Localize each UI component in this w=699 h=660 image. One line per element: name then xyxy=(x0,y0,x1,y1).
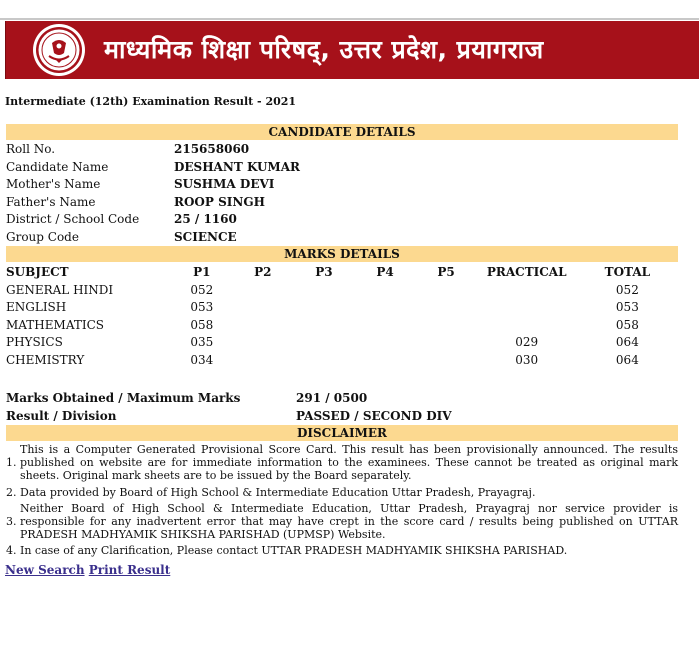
p1-cell: 034 xyxy=(190,352,214,367)
candidate-row xyxy=(6,159,300,177)
column-header: P3 xyxy=(315,265,333,279)
p3-cell xyxy=(293,282,354,300)
marks-table xyxy=(6,264,678,369)
p2-cell xyxy=(232,282,293,300)
disclaimer-heading: DISCLAIMER xyxy=(6,425,678,441)
header-banner xyxy=(5,21,699,79)
list-item xyxy=(6,443,678,483)
total-cell: 064 xyxy=(615,335,639,349)
table-row xyxy=(6,299,678,317)
total-cell: 064 xyxy=(615,352,639,367)
p4-cell xyxy=(354,317,415,335)
candidate-row xyxy=(6,229,300,247)
p2-cell xyxy=(232,299,293,317)
list-item xyxy=(6,544,678,557)
exam-title: Intermediate (12th) Examination Result - 2021 xyxy=(5,95,297,108)
list-number: 3. xyxy=(6,515,17,529)
disclaimer-text: In case of any Clarification, Please contact UTTAR PRADESH MADHYAMIK SHIKSHA PARISHAD. xyxy=(20,544,568,558)
father-name-value: ROOP SINGH xyxy=(174,194,265,209)
p4-cell xyxy=(354,282,415,300)
practical-cell: 029 xyxy=(515,335,539,349)
disclaimer-text: Data provided by Board of High School & Intermediate Education Uttar Pradesh, Prayagraj. xyxy=(20,485,536,499)
marks-details-heading: MARKS DETAILS xyxy=(6,246,678,262)
p5-cell xyxy=(416,282,477,300)
candidate-details-heading: CANDIDATE DETAILS xyxy=(6,124,678,140)
p5-cell xyxy=(416,352,477,370)
candidate-row xyxy=(6,194,300,212)
result-division-label: Result / Division xyxy=(6,409,117,423)
candidate-name-label: Candidate Name xyxy=(6,159,109,174)
candidate-name-value: DESHANT KUMAR xyxy=(174,159,300,174)
subject-cell: ENGLISH xyxy=(6,300,67,314)
list-number: 1. xyxy=(6,456,17,470)
candidate-details xyxy=(6,141,300,247)
column-header: P1 xyxy=(193,265,211,279)
group-code-value: SCIENCE xyxy=(174,229,237,244)
column-header: SUBJECT xyxy=(6,265,69,279)
p1-cell: 053 xyxy=(190,300,214,314)
mother-name-value: SUSHMA DEVI xyxy=(174,177,275,192)
disclaimer-text: This is a Computer Generated Provisional Score Card. This result has been provisionally announced. The results published on website are for immediate information to the examinees. These cannot be treated as original mark sheets. Original mark sheets are to be issued by the Board separately. xyxy=(20,443,678,483)
p5-cell xyxy=(416,299,477,317)
summary-row xyxy=(6,407,452,425)
candidate-row xyxy=(6,141,300,159)
district-school-code-value: 25 / 1160 xyxy=(174,212,237,227)
summary-row xyxy=(6,389,452,407)
table-row xyxy=(6,352,678,370)
disclaimer-text: Neither Board of High School & Intermediate Education, Uttar Pradesh, Prayagraj nor service provider is responsible for any inadvertent error that may have crept in the score card / results being published on UTTAR PRADESH MADHYAMIK SHIKSHA PARISHAD (UPMSP) Website. xyxy=(20,501,678,542)
subject-cell: MATHEMATICS xyxy=(6,317,104,332)
p1-cell: 052 xyxy=(190,282,214,297)
table-row xyxy=(6,282,678,300)
list-item xyxy=(6,502,678,542)
roll-no-value: 215658060 xyxy=(174,142,250,156)
list-item xyxy=(6,486,678,499)
column-header: TOTAL xyxy=(604,265,651,279)
practical-cell xyxy=(477,299,577,317)
p4-cell xyxy=(354,299,415,317)
column-header: P4 xyxy=(376,265,394,279)
total-cell: 058 xyxy=(615,317,639,332)
column-header: P2 xyxy=(254,265,272,279)
new-search-link[interactable]: New Search xyxy=(5,563,85,577)
total-cell: 053 xyxy=(615,300,639,314)
p1-cell: 035 xyxy=(190,335,214,349)
total-cell: 052 xyxy=(615,282,639,297)
list-number: 4. xyxy=(6,544,17,558)
practical-cell xyxy=(477,282,577,300)
p2-cell xyxy=(232,317,293,335)
practical-cell: 030 xyxy=(515,352,539,367)
p3-cell xyxy=(293,334,354,352)
father-name-label: Father's Name xyxy=(6,194,96,209)
p2-cell xyxy=(232,334,293,352)
subject-cell: CHEMISTRY xyxy=(6,352,85,367)
action-links xyxy=(5,563,170,577)
p5-cell xyxy=(416,317,477,335)
p1-cell: 058 xyxy=(190,317,214,332)
district-school-code-label: District / School Code xyxy=(6,212,140,227)
p4-cell xyxy=(354,352,415,370)
print-result-link[interactable]: Print Result xyxy=(88,563,171,577)
p3-cell xyxy=(293,352,354,370)
roll-no-label: Roll No. xyxy=(6,142,56,156)
p4-cell xyxy=(354,334,415,352)
column-header: P5 xyxy=(437,265,455,279)
marks-header-row xyxy=(6,264,678,282)
candidate-row xyxy=(6,211,300,229)
marks-obtained-value: 291 / 0500 xyxy=(296,391,368,405)
up-govt-emblem-icon xyxy=(32,23,86,77)
result-summary xyxy=(6,389,452,425)
board-title: माध्यमिक शिक्षा परिषद्, उत्तर प्रदेश, प्रयागराज xyxy=(104,35,544,64)
result-division-value: PASSED / SECOND DIV xyxy=(296,409,452,423)
p3-cell xyxy=(293,299,354,317)
p2-cell xyxy=(232,352,293,370)
subject-cell: GENERAL HINDI xyxy=(6,282,114,297)
column-header: PRACTICAL xyxy=(486,265,567,279)
disclaimer-list xyxy=(6,443,678,558)
table-row xyxy=(6,317,678,335)
subject-cell: PHYSICS xyxy=(6,335,63,349)
p5-cell xyxy=(416,334,477,352)
list-number: 2. xyxy=(6,485,17,499)
group-code-label: Group Code xyxy=(6,229,79,244)
top-divider xyxy=(0,18,699,20)
p3-cell xyxy=(293,317,354,335)
candidate-row xyxy=(6,176,300,194)
table-row xyxy=(6,334,678,352)
practical-cell xyxy=(477,317,577,335)
marks-obtained-label: Marks Obtained / Maximum Marks xyxy=(6,391,241,405)
mother-name-label: Mother's Name xyxy=(6,177,101,192)
